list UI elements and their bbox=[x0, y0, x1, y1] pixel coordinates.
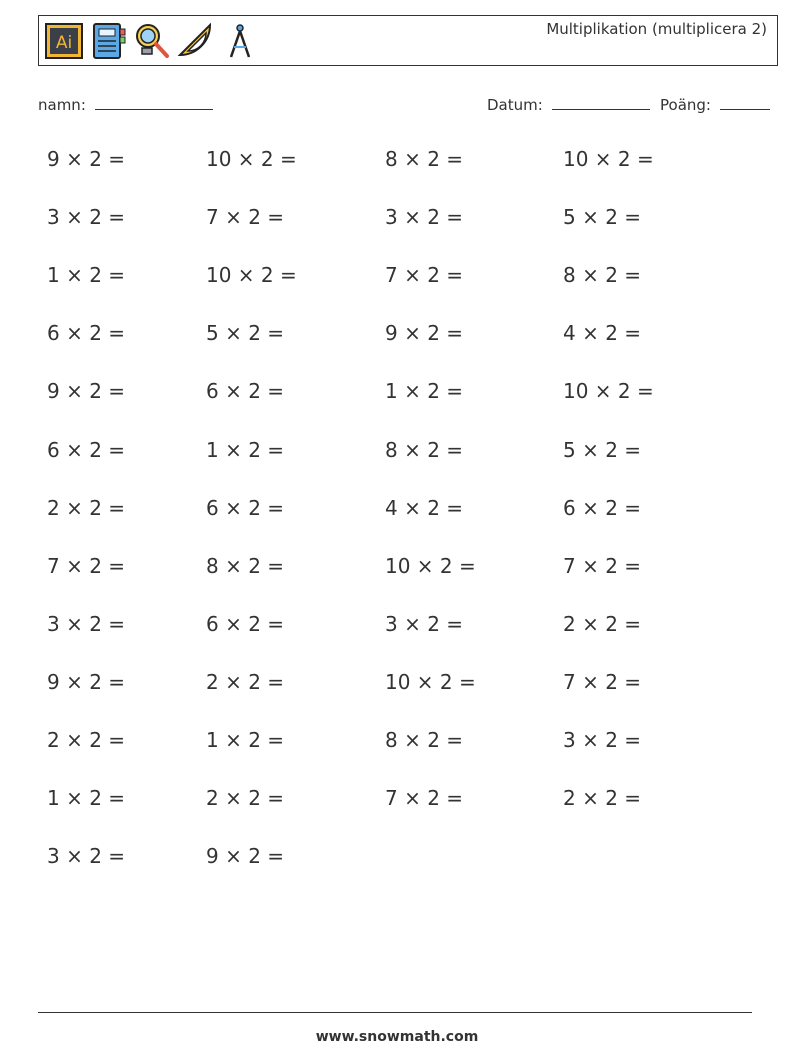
problem-item: 5 × 2 = bbox=[563, 438, 642, 462]
problem-item: 7 × 2 = bbox=[563, 670, 642, 694]
problem-item: 10 × 2 = bbox=[385, 670, 476, 694]
problem-item: 7 × 2 = bbox=[385, 786, 464, 810]
problem-item: 7 × 2 = bbox=[385, 263, 464, 287]
problem-item: 10 × 2 = bbox=[385, 554, 476, 578]
problem-item: 10 × 2 = bbox=[563, 147, 654, 171]
problem-item: 3 × 2 = bbox=[47, 205, 126, 229]
problem-item: 2 × 2 = bbox=[563, 786, 642, 810]
problem-item: 4 × 2 = bbox=[385, 496, 464, 520]
problem-item: 7 × 2 = bbox=[563, 554, 642, 578]
problem-item: 2 × 2 = bbox=[47, 496, 126, 520]
problem-item: 2 × 2 = bbox=[206, 670, 285, 694]
score-label: Poäng: bbox=[660, 96, 711, 114]
problem-item: 6 × 2 = bbox=[47, 438, 126, 462]
problem-item: 7 × 2 = bbox=[47, 554, 126, 578]
problem-item: 3 × 2 = bbox=[47, 844, 126, 868]
problem-item: 3 × 2 = bbox=[385, 205, 464, 229]
problem-item: 1 × 2 = bbox=[385, 379, 464, 403]
problem-item: 1 × 2 = bbox=[47, 786, 126, 810]
problem-item: 10 × 2 = bbox=[206, 263, 297, 287]
problem-item: 2 × 2 = bbox=[47, 728, 126, 752]
problem-item: 8 × 2 = bbox=[385, 438, 464, 462]
problem-item: 1 × 2 = bbox=[47, 263, 126, 287]
problem-item: 2 × 2 = bbox=[563, 612, 642, 636]
problem-item: 7 × 2 = bbox=[206, 205, 285, 229]
problem-item: 3 × 2 = bbox=[563, 728, 642, 752]
problem-item: 6 × 2 = bbox=[206, 379, 285, 403]
footer-url: www.snowmath.com bbox=[315, 1029, 479, 1045]
problem-item: 8 × 2 = bbox=[563, 263, 642, 287]
problem-item: 1 × 2 = bbox=[206, 438, 285, 462]
problem-item: 9 × 2 = bbox=[206, 844, 285, 868]
problem-item: 6 × 2 = bbox=[563, 496, 642, 520]
problem-item: 2 × 2 = bbox=[206, 786, 285, 810]
footer-divider bbox=[38, 1012, 752, 1013]
svg-text:Ai: Ai bbox=[55, 33, 73, 53]
name-label: namn: bbox=[38, 96, 86, 114]
problem-item: 3 × 2 = bbox=[47, 612, 126, 636]
problem-item: 8 × 2 = bbox=[385, 728, 464, 752]
problem-item: 4 × 2 = bbox=[563, 321, 642, 345]
problem-item: 9 × 2 = bbox=[385, 321, 464, 345]
problem-item: 6 × 2 = bbox=[47, 321, 126, 345]
problem-item: 3 × 2 = bbox=[385, 612, 464, 636]
problem-item: 8 × 2 = bbox=[206, 554, 285, 578]
date-label: Datum: bbox=[487, 96, 543, 114]
problem-item: 5 × 2 = bbox=[206, 321, 285, 345]
problem-item: 9 × 2 = bbox=[47, 147, 126, 171]
problem-item: 6 × 2 = bbox=[206, 612, 285, 636]
problem-item: 8 × 2 = bbox=[385, 147, 464, 171]
problem-item: 10 × 2 = bbox=[563, 379, 654, 403]
problem-item: 5 × 2 = bbox=[563, 205, 642, 229]
problem-item: 1 × 2 = bbox=[206, 728, 285, 752]
problem-item: 6 × 2 = bbox=[206, 496, 285, 520]
problem-item: 9 × 2 = bbox=[47, 379, 126, 403]
problem-item: 10 × 2 = bbox=[206, 147, 297, 171]
problem-item: 9 × 2 = bbox=[47, 670, 126, 694]
worksheet-title: Multiplikation (multiplicera 2) bbox=[546, 20, 767, 38]
